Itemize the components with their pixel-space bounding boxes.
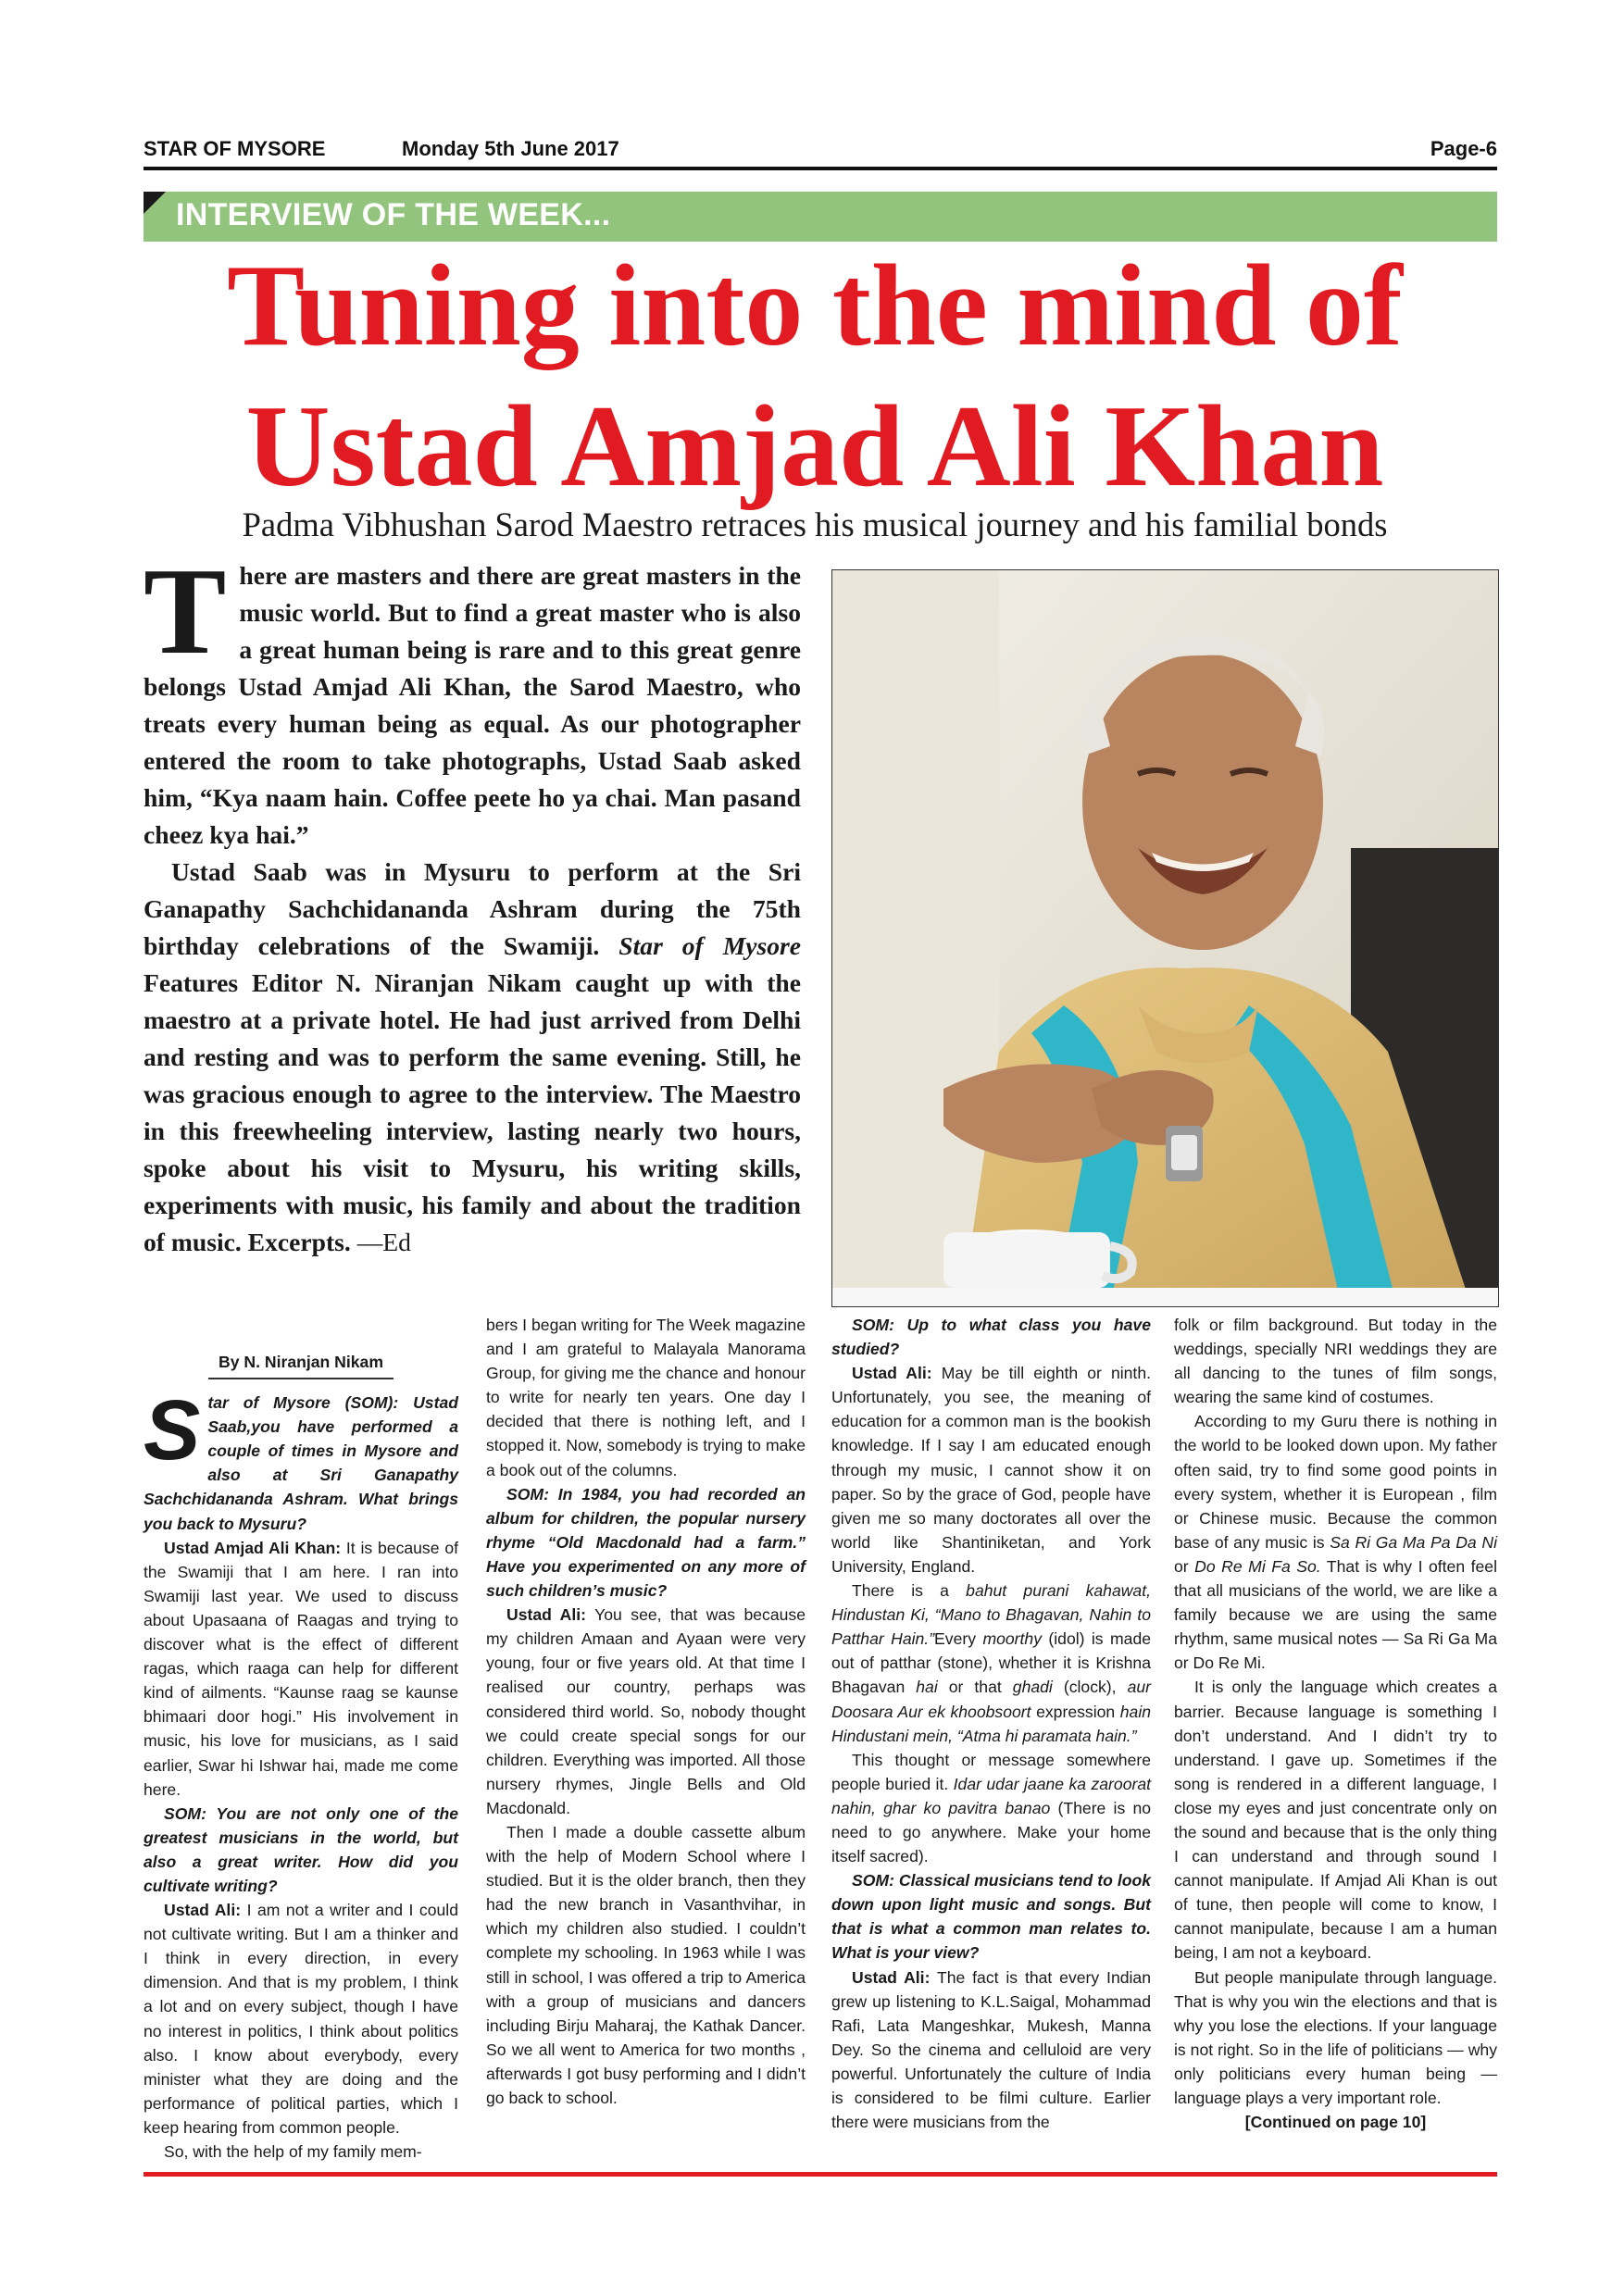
intro-text	[144, 543, 801, 1261]
paragraph: It is only the language which creates a barrier. Because language is something I don’t understand. And I didn’t try to understand. I gave up. Sometimes if the song is rendered in a different language, I close my eyes and just concentrate only on the sound and because that is the only thing I can understand and through sound I cannot manipulate. If Amjad Ali Khan is out of tune, then people will come to know, I cannot manipulate, because I am a human being, I am not a keyboard.	[1174, 1678, 1497, 1963]
speaker-label: Ustad Ali:	[164, 1901, 242, 1920]
headline-line-1: Tuning into the mind of	[227, 242, 1403, 370]
question-3: SOM: In 1984, you had recorded an album for children, the popular nursery rhyme “Old Macdonald had a farm.” Have you experimented on any more of such children’s music?	[486, 1484, 806, 1601]
text-run: According to my Guru there is nothing in the world to be looked down upon. My father often said, try to find some good points in every system, whether it is European , film or Chinese music. Because the common base of any music is	[1174, 1412, 1497, 1552]
speaker-label: Ustad Ali:	[852, 1967, 931, 1987]
footer-rule	[144, 2172, 1497, 2177]
question-5: SOM: Classical musicians tend to look down upon light music and songs. But that is what a common man relates to. What is your view?	[831, 1871, 1151, 1963]
paragraph: So, with the help of my family mem-	[164, 2142, 422, 2161]
article-column-4	[1174, 1313, 1497, 2134]
article-column-1	[144, 1350, 458, 2164]
text-run-italic: hain Hindustani mein, “Atma hi paramata hain.”	[831, 1702, 1152, 1745]
body-dropcap: S	[144, 1383, 201, 1479]
text-run-italic: moorthy	[982, 1629, 1042, 1649]
paragraph: Then I made a double cassette album with the help of Modern School where I studied. But it is the older branch, then they had the new branch in Vasanthvihar, in which my children also studied. I couldn’t complete my schooling. In 1963 while I was still in school, I was offered a trip to America with a group of musicians and dancers including Birju Maharaj, the Kathak Dancer. So we all went to America for two months , afterwards I got busy performing and I didn’t go back to school.	[486, 1822, 806, 2107]
article-column-2	[486, 1313, 806, 2110]
text-run: or	[1174, 1556, 1189, 1576]
banner-corner-mark	[144, 192, 166, 214]
speaker-label: Ustad Ali:	[506, 1605, 587, 1625]
intro-paragraph-2a: Ustad Saab was in Mysuru to perform at the Sri Ganapathy Sachchidananda Ashram during the 75th birthday celebrations of the Swamiji.	[144, 857, 801, 960]
text-run: (idol) is made out of patthar (stone), whether it is Krishna Bhagavan	[831, 1629, 1152, 1697]
paragraph: But people manipulate through language. That is why you win the elections and that is why you lose the elections. If your language is not right. So in the life of politicians — why only politicians every human being — language plays a very important role.	[1174, 1967, 1497, 2107]
text-run: There is a	[852, 1581, 949, 1601]
question-2: SOM: You are not only one of the greatest musicians in the world, but also a great writer. How did you cultivate writing?	[144, 1803, 458, 1895]
article-column-3	[831, 1313, 1151, 2134]
text-run-italic: bahut purani kahawat, Hindustan Ki, “Mano to Bhagavan, Nahin to Patthar Hain.”	[831, 1581, 1151, 1649]
text-run: or that	[948, 1678, 1002, 1697]
intro-editor-sign: —Ed	[356, 1228, 411, 1256]
intro-dropcap: T	[144, 543, 227, 680]
intro-paragraph-1: here are masters and there are great masters in the music world. But to find a great master who is also a great human being is rare and to this great genre belongs Ustad Amjad Ali Khan, the Sarod Maestro, who treats every human being as equal. As our photographer entered the room to take photographs, Ustad Saab asked him, “Kya naam hain. Coffee peete ho ya chai. Man pasand cheez kya hai.”	[144, 561, 801, 849]
masthead-date: Monday 5th June 2017	[402, 137, 619, 160]
answer-5: The fact is that every Indian grew up listening to K.L.Saigal, Mohammad Rafi, Lata Mangeshkar, Mukesh, Manna Dey. So the cinema and celluloid are very powerful. Unfortunately the culture of India is considered to be filmi culture. Earlier there were musicians from the	[831, 1967, 1151, 2132]
question-1-part-a: tar of Mysore (	[207, 1393, 351, 1413]
subheadline: Padma Vibhushan Sarod Maestro retraces his musical journey and his familial bonds	[242, 505, 1388, 543]
intro-paragraph-2b: Features Editor N. Niranjan Nikam caught up with the maestro at a private hotel. He had just arrived from Delhi and resting and was to perform the same evening. Still, he was gracious enough to agree to the interview. The Maestro in this freewheeling interview, lasting nearly two hours, spoke about his visit to Mysuru, his writing skills, experiments with music, his family and about the tradition of music. Excerpts.	[144, 968, 801, 1256]
text-run-italic: Idar udar jaane ka zaroorat nahin, ghar ko pavitra banao	[831, 1774, 1152, 1817]
headline-line-2: Ustad Amjad Ali Khan	[245, 382, 1384, 511]
answer-3: You see, that was because my children Amaan and Ayaan were very young, four or five years old. At that time I realised our country, perhaps was considered third world. So, nobody thought we could create special songs for our children. Everything was imported. All those nursery rhymes, Jingle Bells and Old Macdonald.	[486, 1605, 806, 1817]
answer-1: It is because of the Swamiji that I am here. I ran into Swamiji last year. We used to discuss about Upasaana of Raagas and trying to discover what is the effect of different ragas, which raaga can help for different kind of ailments. “Kaunse raag se kaunse bhimaari door hogi.” His involvement in music, his love for musicians, as I said earlier, Swar hi Ishwar hai, made me come here.	[144, 1538, 458, 1799]
text-run: expression	[1036, 1702, 1116, 1721]
answer-4: May be till eighth or ninth. Unfortunately, you see, the meaning of education for a common man is the bookish knowledge. If I say I am educated enough through my music, I cannot show it on paper. So by the grace of God, people have given me so many doctorates all over the world like Shantiniketan, and York University, England.	[831, 1364, 1151, 1576]
text-run-italic: aur Doosara Aur ek khoobsoort	[831, 1678, 1152, 1721]
text-run-italic: Sa Ri Ga Ma Pa Da Ni	[1330, 1532, 1497, 1552]
masthead-page-number: Page-6	[1430, 137, 1497, 160]
text-run: Every	[934, 1629, 977, 1649]
section-title: INTERVIEW OF THE WEEK...	[176, 197, 611, 232]
question-1-som: SOM	[350, 1393, 388, 1413]
text-run-italic: ghadi	[1012, 1678, 1053, 1697]
text-run-italic: hai	[916, 1678, 938, 1697]
masthead-paper-name: STAR OF MYSORE	[144, 137, 326, 160]
paragraph: folk or film background. But today in the weddings, specially NRI weddings they are all dancing to the tunes of film songs, wearing the same kind of costumes.	[1174, 1316, 1497, 1407]
continued-on-link[interactable]: [Continued on page 10]	[1244, 2113, 1427, 2132]
paragraph: bers I began writing for The Week magazine and I am grateful to Malayala Manorama Group, for giving me the chance and honour to write for nearly ten years. One day I decided that there is nothing left, and I stopped it. Now, somebody is trying to make a book out of the columns.	[486, 1316, 806, 1479]
portrait-photo	[831, 569, 1499, 1307]
text-run: (clock),	[1063, 1678, 1117, 1697]
byline: By N. Niranjan Nikam	[219, 1353, 383, 1371]
intro-star-of-mysore: Star of Mysore	[618, 931, 801, 960]
masthead-rule	[144, 167, 1497, 170]
answer-2: I am not a writer and I could not cultivate writing. But I am a thinker and I think in every direction, in every dimension. And that is my problem, I think a lot and on every subject, though I have no interest in politics, I think about politics also. I know about everybody, every minister what they are doing and the performance of political parties, which I keep hearing from common people.	[144, 1901, 458, 2137]
text-run: This thought or message somewhere people buried it.	[831, 1750, 1151, 1793]
speaker-label: Ustad Ali:	[852, 1364, 932, 1383]
speaker-label: Ustad Amjad Ali Khan:	[164, 1538, 342, 1557]
question-1-part-b: ): Ustad Saab,you have performed a couple of times in Mysore and also at Sri Ganapathy Sachchidananda Ashram. What brings you back to Mysuru?	[144, 1393, 458, 1533]
text-run: That is why I often feel that all musicians of the world, we are like a family because we are using the same rhythm, same musical notes — Sa Ri Ga Ma or Do Re Mi.	[1174, 1556, 1498, 1673]
text-run-italic: Do Re Mi Fa So.	[1194, 1556, 1321, 1576]
question-4: SOM: Up to what class you have studied?	[831, 1316, 1151, 1359]
text-run: (There is no need to go anywhere. Make your home itself sacred).	[831, 1798, 1152, 1866]
